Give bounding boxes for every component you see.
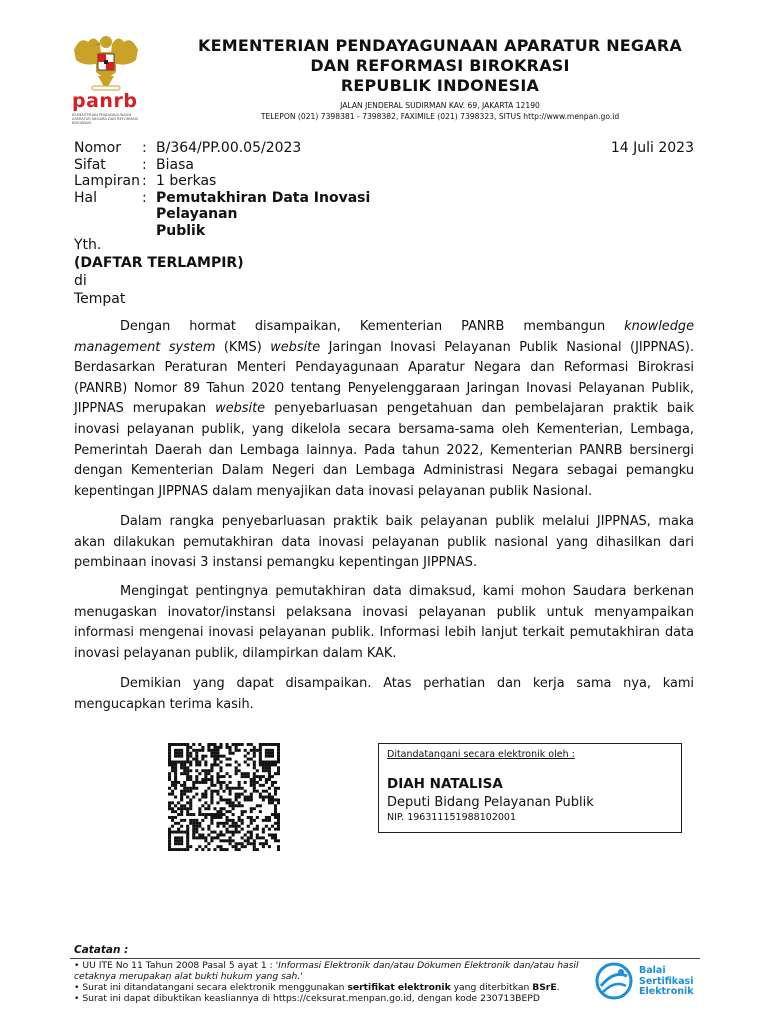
footer-divider [70, 958, 700, 959]
meta-value: Biasa [156, 156, 194, 173]
text: • UU ITE No 11 Tahun 2008 Pasal 5 ayat 1 : ' [74, 960, 279, 971]
org-line-2: DAN REFORMASI BIROKRASI [310, 56, 570, 75]
paragraph-1 [74, 317, 694, 502]
subject-line-2: Publik [156, 222, 206, 239]
qr-code [168, 743, 280, 851]
paragraph-3-text: Mengingat pentingnya pemutakhiran data dimaksud, kami mohon Saudara berkenan menugaskan inovator/instansi pelaksana inovasi pelayanan publik untuk menyampaikan informasi mengenai inovasi pelayanan publik. Informasi lebih lanjut terkait pemutakhiran data inovasi pelayanan publik, dilampirkan dalam KAK. [74, 584, 694, 661]
footer-title: Catatan : [74, 944, 129, 956]
logo-subtitle: KEMENTERIAN PENDAYAGUNAAN APARATUR NEGARA DAN REFORMASI BIROKRASI [72, 113, 139, 126]
text: penyebarluasan pengetahuan dan pembelajaran praktik baik inovasi pelayanan publik, yang dikelola secara bersama-sama oleh Kementerian, Lembaga, Pemerintah Daerah dan Lembaga lainnya. Pada tahun 2022, Kementerian PANRB bersinergi dengan Kementerian Dalam Negeri dan Lembaga Administrasi Negara sebagai pemangku kepentingan JIPPNAS dalam menyajikan data inovasi pelayanan publik Nasional. [74, 401, 694, 499]
bsre-line-3: Elektronik [639, 986, 694, 997]
addressee-block [74, 236, 244, 308]
logo-text: panrb [72, 90, 138, 112]
text: . [556, 982, 560, 993]
panrb-logo [66, 32, 146, 118]
meta-hal [74, 190, 456, 240]
letter-meta [74, 140, 456, 239]
bold-text: sertifikat elektronik [347, 982, 451, 993]
meta-label: Hal [74, 189, 97, 206]
signature-box [378, 743, 682, 833]
letter-date: 14 Juli 2023 [610, 140, 694, 156]
org-line-3: REPUBLIK INDONESIA [340, 76, 540, 95]
meta-subject [156, 190, 456, 240]
meta-sifat [74, 157, 456, 174]
footer-note-1 [74, 960, 594, 982]
paragraph-2 [74, 512, 694, 574]
paragraph-3 [74, 582, 694, 664]
paragraph-2-text: Dalam rangka penyebarluasan praktik baik pelayanan publik melalui JIPPNAS, maka akan dilakukan pemutakhiran data inovasi pelayanan publik nasional yang dihasilkan dari pembinaan inovasi 3 instansi pemangku kepentingan JIPPNAS. [74, 514, 694, 571]
subject-line-1: Pemutakhiran Data Inovasi Pelayanan [156, 189, 371, 222]
signature-note: Ditandatangani secara elektronik oleh : [387, 749, 575, 760]
meta-label: Nomor [74, 140, 121, 156]
meta-colon: : [142, 140, 147, 156]
italic-text: Informasi Elektronik dan/atau Dokumen Elektronik dan/atau hasil cetaknya merupakan alat bukti hukum yang sah. [74, 960, 579, 982]
paragraph-4 [74, 674, 694, 715]
footer-note-3: • Surat ini dapat dibuktikan keasliannya di https://ceksurat.menpan.go.id, dengan kode 230713BEPD [74, 993, 540, 1004]
meta-colon: : [142, 173, 147, 189]
footer-notes [74, 960, 594, 1004]
organization-name [150, 36, 730, 96]
text: Jaringan Inovasi Pelayanan Publik Nasional (JIPPNAS). Berdasarkan Peraturan Menteri Pendayagunaan Aparatur Negara dan Reformasi Birokrasi (PANRB) Nomor 89 Tahun 2020 tentang Penyelenggaraan Jaringan Inovasi Pelayanan Publik, JIPPNAS merupakan [74, 339, 695, 417]
meta-value: 1 berkas [156, 173, 217, 189]
footer-note-2 [74, 982, 594, 993]
bold-text: BSrE [532, 982, 557, 993]
italic-text: knowledge management system [74, 319, 694, 355]
bsre-emblem-icon [593, 962, 635, 1000]
meta-value: B/364/PP.00.05/2023 [156, 140, 302, 156]
bsre-line-2: Sertifikasi [639, 975, 694, 987]
text: Dengan hormat disampaikan, Kementerian PANRB membangun [120, 319, 625, 334]
meta-nomor [74, 140, 456, 157]
meta-lampiran [74, 173, 456, 190]
text: ' [300, 971, 303, 982]
bsre-line-1: Balai [639, 965, 666, 976]
address-line-1: JALAN JENDERAL SUDIRMAN KAV. 69, JAKARTA 12190 [340, 101, 540, 110]
signer-title: Deputi Bidang Pelayanan Publik [387, 795, 594, 810]
italic-text: website [215, 401, 266, 417]
italic-text: website [270, 339, 321, 355]
signer-nip: NIP. 196311151988102001 [387, 812, 516, 823]
addressee-di: di [74, 273, 87, 289]
meta-label: Lampiran [74, 173, 141, 189]
text: yang diterbitkan [450, 982, 533, 993]
bsre-logo [593, 962, 703, 1002]
paragraph-4-text: Demikian yang dapat disampaikan. Atas perhatian dan kerja sama nya, kami mengucapkan terima kasih. [74, 676, 694, 712]
text: (KMS) [215, 339, 271, 355]
addressee-yth: Yth. [74, 237, 102, 253]
bsre-text [639, 966, 694, 998]
addressee-place: Tempat [74, 291, 126, 307]
address-line-2: TELEPON (021) 7398381 - 7398382, FAXIMILE (021) 7398323, SITUS http://www.menpan.go.id [260, 112, 620, 121]
meta-colon: : [142, 156, 147, 173]
signer-name: DIAH NATALISA [387, 776, 503, 792]
organization-address [150, 100, 730, 122]
addressee-name: (DAFTAR TERLAMPIR) [74, 255, 244, 271]
meta-label: Sifat [74, 156, 106, 173]
qr-code-icon [168, 743, 280, 851]
meta-colon: : [142, 189, 147, 206]
text: • Surat ini ditandatangani secara elektronik menggunakan [74, 982, 348, 993]
org-line-1: KEMENTERIAN PENDAYAGUNAAN APARATUR NEGARA [198, 36, 682, 55]
